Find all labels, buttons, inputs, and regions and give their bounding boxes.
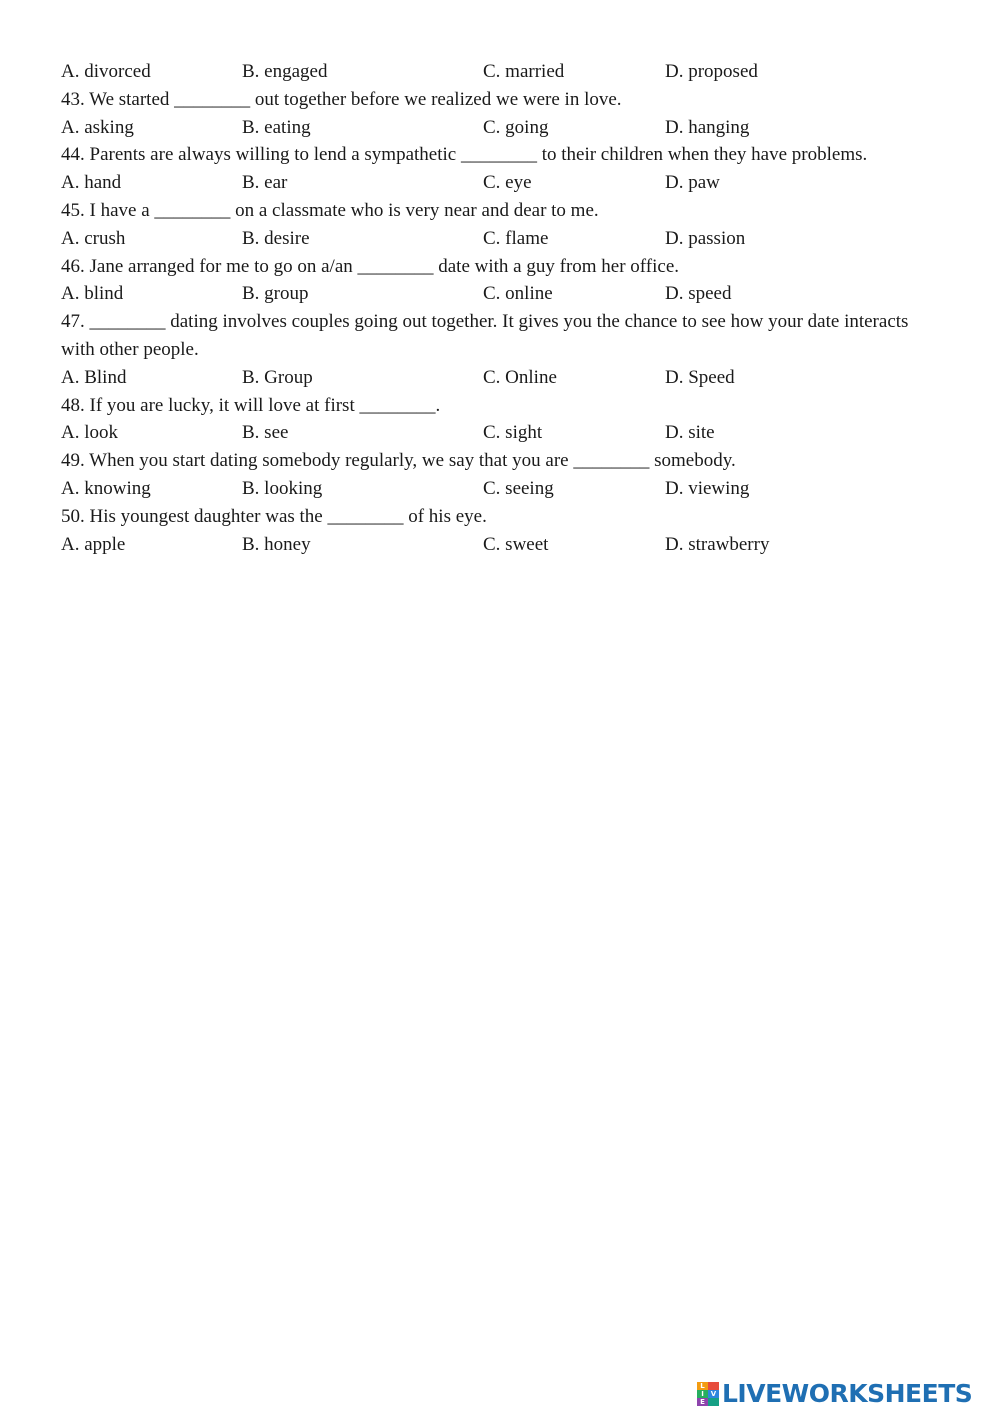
logo-mark-cell [708, 1398, 719, 1406]
option-a[interactable]: A. blind [61, 283, 124, 305]
option-d[interactable]: D. proposed [665, 61, 758, 82]
question-48: 48. If you are lucky, it will love at first ________. [61, 394, 441, 416]
option-b[interactable]: B. eating [242, 116, 311, 138]
option-a[interactable]: A. asking [61, 116, 134, 138]
option-b[interactable]: B. honey [242, 533, 311, 555]
option-d[interactable]: D. passion [665, 227, 746, 249]
question-45: 45. I have a ________ on a classmate who is very near and dear to me. [61, 199, 599, 221]
option-b[interactable]: B. Group [242, 366, 313, 388]
option-b[interactable]: B. engaged [242, 61, 328, 82]
options-row-49 [61, 475, 941, 503]
options-row-44 [61, 169, 941, 197]
option-b[interactable]: B. group [242, 283, 309, 305]
option-a[interactable]: A. divorced [61, 61, 151, 82]
option-d[interactable]: D. paw [665, 172, 720, 194]
question-46: 46. Jane arranged for me to go on a/an ________ date with a guy from her office. [61, 255, 680, 277]
options-row-42 [61, 58, 941, 86]
option-b[interactable]: B. desire [242, 227, 310, 249]
options-row-47 [61, 364, 941, 392]
logo-text: LIVEWORKSHEETS [722, 1379, 973, 1408]
question-49: 49. When you start dating somebody regularly, we say that you are ________ somebody. [61, 450, 736, 472]
logo-mark-cell: L [697, 1382, 708, 1390]
logo-mark-icon [697, 1382, 719, 1406]
option-a[interactable]: A. hand [61, 172, 122, 194]
option-d[interactable]: D. site [665, 422, 715, 444]
question-47: 47. ________ dating involves couples going out together. It gives you the chance to see how your date interacts with other people. [61, 311, 909, 360]
option-a[interactable]: A. look [61, 422, 118, 444]
option-d[interactable]: D. strawberry [665, 533, 770, 555]
option-b[interactable]: B. looking [242, 477, 323, 499]
options-row-50 [61, 531, 941, 559]
options-row-43 [61, 114, 941, 142]
logo-mark-cell: V [708, 1390, 719, 1398]
options-row-48 [61, 419, 941, 447]
option-c[interactable]: C. flame [483, 227, 549, 249]
option-d[interactable]: D. hanging [665, 116, 750, 138]
option-b[interactable]: B. ear [242, 172, 288, 194]
question-43: 43. We started ________ out together before we realized we were in love. [61, 88, 622, 110]
logo-mark-cell [708, 1382, 719, 1390]
question-44: 44. Parents are always willing to lend a sympathetic ________ to their children when they have problems. [61, 144, 868, 166]
option-a[interactable]: A. knowing [61, 477, 151, 499]
logo-mark-cell: E [697, 1398, 708, 1406]
option-a[interactable]: A. crush [61, 227, 126, 249]
option-c[interactable]: C. online [483, 283, 553, 305]
options-row-45 [61, 225, 941, 253]
option-c[interactable]: C. Online [483, 366, 557, 388]
option-d[interactable]: D. speed [665, 283, 732, 305]
worksheet [61, 58, 941, 558]
question-50: 50. His youngest daughter was the ________ of his eye. [61, 505, 487, 527]
option-c[interactable]: C. sweet [483, 533, 549, 555]
option-c[interactable]: C. eye [483, 172, 532, 194]
options-row-46 [61, 280, 941, 308]
option-c[interactable]: C. married [483, 61, 565, 82]
option-c[interactable]: C. going [483, 116, 549, 138]
liveworksheets-logo [697, 1381, 972, 1407]
option-c[interactable]: C. sight [483, 422, 543, 444]
option-a[interactable]: A. apple [61, 533, 126, 555]
option-d[interactable]: D. Speed [665, 366, 735, 388]
option-d[interactable]: D. viewing [665, 477, 750, 499]
option-b[interactable]: B. see [242, 422, 289, 444]
logo-mark-cell: I [697, 1390, 708, 1398]
option-a[interactable]: A. Blind [61, 366, 127, 388]
option-c[interactable]: C. seeing [483, 477, 554, 499]
